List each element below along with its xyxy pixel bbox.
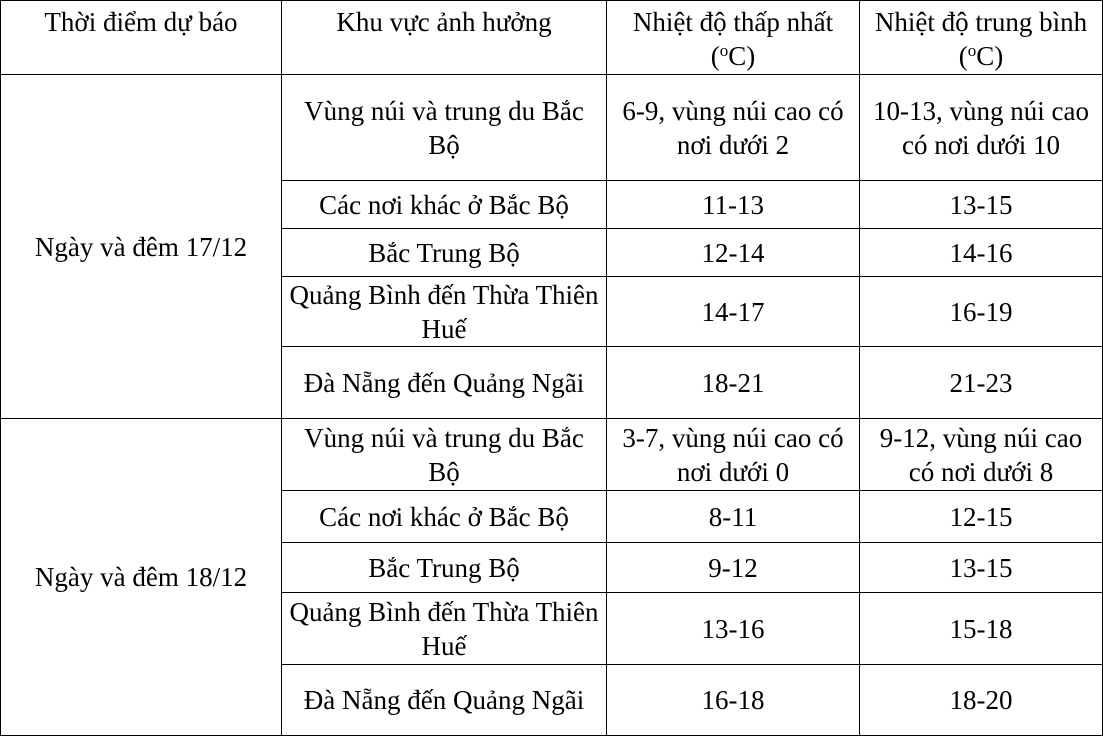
avg-temp-cell: 12-15 [860, 491, 1103, 543]
area-cell: Quảng Bình đến Thừa Thiên Huế [282, 593, 607, 665]
area-cell: Vùng núi và trung du Bắc Bộ [282, 75, 607, 181]
header-avg-temp-unit-close: C) [976, 41, 1004, 71]
area-cell: Các nơi khác ở Bắc Bộ [282, 181, 607, 229]
table-row [1, 419, 1103, 491]
avg-temp-cell: 16-19 [860, 277, 1103, 347]
avg-temp-cell: 9-12, vùng núi cao có nơi dưới 8 [860, 419, 1103, 491]
header-time: Thời điểm dự báo [1, 1, 282, 75]
avg-temp-cell: 13-15 [860, 181, 1103, 229]
min-temp-cell: 9-12 [607, 543, 860, 593]
header-row [1, 1, 1103, 75]
min-temp-cell: 11-13 [607, 181, 860, 229]
header-avg-temp-unit-open: ( [958, 41, 968, 71]
min-temp-cell: 16-18 [607, 665, 860, 736]
area-cell: Bắc Trung Bộ [282, 229, 607, 277]
min-temp-cell: 14-17 [607, 277, 860, 347]
avg-temp-cell: 18-20 [860, 665, 1103, 736]
forecast-time-cell: Ngày và đêm 18/12 [1, 419, 282, 736]
area-cell: Quảng Bình đến Thừa Thiên Huế [282, 277, 607, 347]
header-min-temp-unit-close: C) [728, 41, 756, 71]
area-cell: Các nơi khác ở Bắc Bộ [282, 491, 607, 543]
avg-temp-cell: 13-15 [860, 543, 1103, 593]
avg-temp-cell: 21-23 [860, 347, 1103, 419]
min-temp-cell: 13-16 [607, 593, 860, 665]
header-avg-temp [860, 1, 1103, 75]
header-min-temp-unit-open: ( [710, 41, 720, 71]
area-cell: Đà Nẵng đến Quảng Ngãi [282, 347, 607, 419]
area-cell: Bắc Trung Bộ [282, 543, 607, 593]
header-min-temp [607, 1, 860, 75]
avg-temp-cell: 10-13, vùng núi cao có nơi dưới 10 [860, 75, 1103, 181]
header-area: Khu vực ảnh hưởng [282, 1, 607, 75]
avg-temp-cell: 14-16 [860, 229, 1103, 277]
header-avg-temp-label: Nhiệt độ trung bình [874, 7, 1088, 37]
header-avg-temp-unit-sup: o [967, 41, 977, 60]
forecast-time-cell: Ngày và đêm 17/12 [1, 75, 282, 419]
min-temp-cell: 6-9, vùng núi cao có nơi dưới 2 [607, 75, 860, 181]
header-min-temp-label: Nhiệt độ thấp nhất [632, 7, 834, 37]
table-row [1, 75, 1103, 181]
min-temp-cell: 12-14 [607, 229, 860, 277]
min-temp-cell: 8-11 [607, 491, 860, 543]
avg-temp-cell: 15-18 [860, 593, 1103, 665]
min-temp-cell: 3-7, vùng núi cao có nơi dưới 0 [607, 419, 860, 491]
min-temp-cell: 18-21 [607, 347, 860, 419]
header-min-temp-unit-sup: o [719, 41, 729, 60]
area-cell: Vùng núi và trung du Bắc Bộ [282, 419, 607, 491]
area-cell: Đà Nẵng đến Quảng Ngãi [282, 665, 607, 736]
